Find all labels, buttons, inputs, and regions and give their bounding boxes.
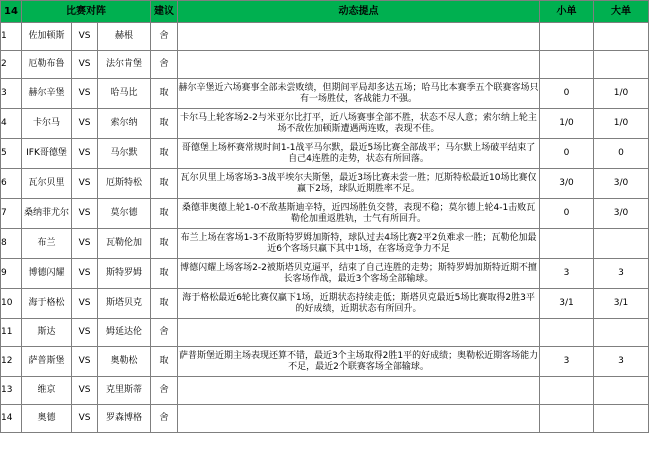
- row-number: 10: [1, 289, 22, 319]
- suggestion: 取: [151, 199, 178, 229]
- home-team: 卡尔马: [22, 109, 72, 139]
- away-team: 厄斯特松: [98, 169, 151, 199]
- row-number: 14: [1, 405, 22, 433]
- header-suggest: 建议: [151, 1, 178, 23]
- comment: 赫尔辛堡近六场赛事全部未尝败绩，但期间平局却多达五场；哈马比本赛季五个联赛客场只有一场胜仗，客战能力不强。: [178, 79, 540, 109]
- big-bet: [594, 51, 649, 79]
- home-team: 桑纳菲尤尔: [22, 199, 72, 229]
- vs-label: VS: [72, 169, 98, 199]
- comment: 布兰上场在客场1-3不敌斯特罗姆加斯特，球队过去4场比赛2平2负难求一胜；瓦勒伦加最近6个客场只赢下其中1场，在客场竞争力不足: [178, 229, 540, 259]
- big-bet: 3/0: [594, 169, 649, 199]
- comment: 萨普斯堡近期主场表现还算不错，最近3个主场取得2胜1平的好成绩；奥勒松近期客场能力不足，最近2个联赛客场全部输球。: [178, 347, 540, 377]
- home-team: 佐加顿斯: [22, 23, 72, 51]
- big-bet: 3: [594, 259, 649, 289]
- suggestion: 舍: [151, 319, 178, 347]
- small-bet: [540, 23, 594, 51]
- big-bet: [594, 405, 649, 433]
- comment: 桑德菲奥德上轮1-0不敌基斯迪辛特，近四场胜负交替，表现不稳；莫尔德上轮4-1击败瓦勒伦加重返胜轨，士气有所回升。: [178, 199, 540, 229]
- comment: 博德闪耀上场客场2-2被斯塔贝克逼平，结束了自己连胜的走势；斯特罗姆加斯特近期不擅长客场作战，最近3个客场全部输球。: [178, 259, 540, 289]
- comment: [178, 23, 540, 51]
- small-bet: 0: [540, 79, 594, 109]
- small-bet: 0: [540, 139, 594, 169]
- big-bet: [594, 319, 649, 347]
- big-bet: [594, 377, 649, 405]
- big-bet: 3: [594, 347, 649, 377]
- small-bet: 1/0: [540, 109, 594, 139]
- home-team: 厄勒布鲁: [22, 51, 72, 79]
- small-bet: 3/1: [540, 289, 594, 319]
- table-row: [1, 79, 649, 109]
- comment: [178, 377, 540, 405]
- small-bet: [540, 405, 594, 433]
- big-bet: 1/0: [594, 109, 649, 139]
- vs-label: VS: [72, 405, 98, 433]
- home-team: 斯达: [22, 319, 72, 347]
- away-team: 莫尔德: [98, 199, 151, 229]
- table-row: [1, 51, 649, 79]
- away-team: 克里斯蒂: [98, 377, 151, 405]
- table-row: [1, 229, 649, 259]
- small-bet: 3/0: [540, 169, 594, 199]
- row-number: 12: [1, 347, 22, 377]
- vs-label: VS: [72, 139, 98, 169]
- header-row: [1, 1, 649, 23]
- away-team: 赫根: [98, 23, 151, 51]
- table-row: [1, 377, 649, 405]
- suggestion: 舍: [151, 377, 178, 405]
- home-team: 萨普斯堡: [22, 347, 72, 377]
- home-team: 博德闪耀: [22, 259, 72, 289]
- home-team: 海于格松: [22, 289, 72, 319]
- big-bet: [594, 229, 649, 259]
- comment: 海于格松最近6轮比赛仅赢下1场，近期状态持续走低；斯塔贝克最近5场比赛取得2胜3平的好成绩，近期状态有所回升。: [178, 289, 540, 319]
- comment: 卡尔马上轮客场2-2与米亚尔比打平，近八场赛事全部不胜，状态不尽人意；索尔纳上轮主场不敌佐加顿斯遭遇两连败，表现不佳。: [178, 109, 540, 139]
- vs-label: VS: [72, 377, 98, 405]
- vs-label: VS: [72, 319, 98, 347]
- away-team: 斯特罗姆: [98, 259, 151, 289]
- vs-label: VS: [72, 289, 98, 319]
- home-team: 赫尔辛堡: [22, 79, 72, 109]
- row-number: 7: [1, 199, 22, 229]
- home-team: 瓦尔贝里: [22, 169, 72, 199]
- table-row: [1, 405, 649, 433]
- small-bet: [540, 51, 594, 79]
- big-bet: [594, 23, 649, 51]
- table-row: [1, 199, 649, 229]
- small-bet: 3: [540, 259, 594, 289]
- vs-label: VS: [72, 51, 98, 79]
- row-number: 1: [1, 23, 22, 51]
- suggestion: 舍: [151, 405, 178, 433]
- table-row: [1, 139, 649, 169]
- row-number: 2: [1, 51, 22, 79]
- vs-label: VS: [72, 109, 98, 139]
- suggestion: 取: [151, 169, 178, 199]
- table-row: [1, 289, 649, 319]
- vs-label: VS: [72, 229, 98, 259]
- suggestion: 取: [151, 347, 178, 377]
- row-number: 11: [1, 319, 22, 347]
- vs-label: VS: [72, 23, 98, 51]
- suggestion: 取: [151, 139, 178, 169]
- header-match: 比赛对阵: [22, 1, 151, 23]
- vs-label: VS: [72, 259, 98, 289]
- comment: 瓦尔贝里上场客场3-3战平埃尔夫斯堡，最近3场比赛未尝一胜；厄斯特松最近10场比赛仅赢下2场，球队近期胜率不足。: [178, 169, 540, 199]
- table-row: [1, 109, 649, 139]
- away-team: 瓦勒伦加: [98, 229, 151, 259]
- vs-label: VS: [72, 79, 98, 109]
- home-team: 维京: [22, 377, 72, 405]
- small-bet: 3: [540, 347, 594, 377]
- vs-label: VS: [72, 199, 98, 229]
- suggestion: 舍: [151, 51, 178, 79]
- away-team: 索尔纳: [98, 109, 151, 139]
- big-bet: 0: [594, 139, 649, 169]
- vs-label: VS: [72, 347, 98, 377]
- header-small: 小单: [540, 1, 594, 23]
- suggestion: 取: [151, 109, 178, 139]
- comment: [178, 51, 540, 79]
- home-team: IFK哥德堡: [22, 139, 72, 169]
- home-team: 布兰: [22, 229, 72, 259]
- big-bet: 3/1: [594, 289, 649, 319]
- big-bet: 1/0: [594, 79, 649, 109]
- suggestion: 取: [151, 229, 178, 259]
- away-team: 马尔默: [98, 139, 151, 169]
- row-number: 9: [1, 259, 22, 289]
- suggestion: 取: [151, 289, 178, 319]
- away-team: 罗森博格: [98, 405, 151, 433]
- table-row: [1, 23, 649, 51]
- suggestion: 取: [151, 259, 178, 289]
- row-number: 8: [1, 229, 22, 259]
- row-number: 5: [1, 139, 22, 169]
- row-number: 13: [1, 377, 22, 405]
- comment: 哥德堡上场杯赛常规时间1-1战平马尔默，最近5场比赛全部战平；马尔默上场破平结束了自己4连胜的走势，状态有所回落。: [178, 139, 540, 169]
- away-team: 奥勒松: [98, 347, 151, 377]
- table-row: [1, 169, 649, 199]
- away-team: 斯塔贝克: [98, 289, 151, 319]
- home-team: 奥德: [22, 405, 72, 433]
- header-index: 14: [1, 1, 22, 23]
- big-bet: 3/0: [594, 199, 649, 229]
- away-team: 法尔肯堡: [98, 51, 151, 79]
- away-team: 姆延达伦: [98, 319, 151, 347]
- small-bet: [540, 377, 594, 405]
- away-team: 哈马比: [98, 79, 151, 109]
- header-comment: 动态提点: [178, 1, 540, 23]
- header-big: 大单: [594, 1, 649, 23]
- row-number: 3: [1, 79, 22, 109]
- row-number: 4: [1, 109, 22, 139]
- table-row: [1, 347, 649, 377]
- row-number: 6: [1, 169, 22, 199]
- small-bet: [540, 229, 594, 259]
- small-bet: 0: [540, 199, 594, 229]
- suggestion: 取: [151, 79, 178, 109]
- comment: [178, 405, 540, 433]
- table-row: [1, 319, 649, 347]
- small-bet: [540, 319, 594, 347]
- suggestion: 舍: [151, 23, 178, 51]
- comment: [178, 319, 540, 347]
- table-row: [1, 259, 649, 289]
